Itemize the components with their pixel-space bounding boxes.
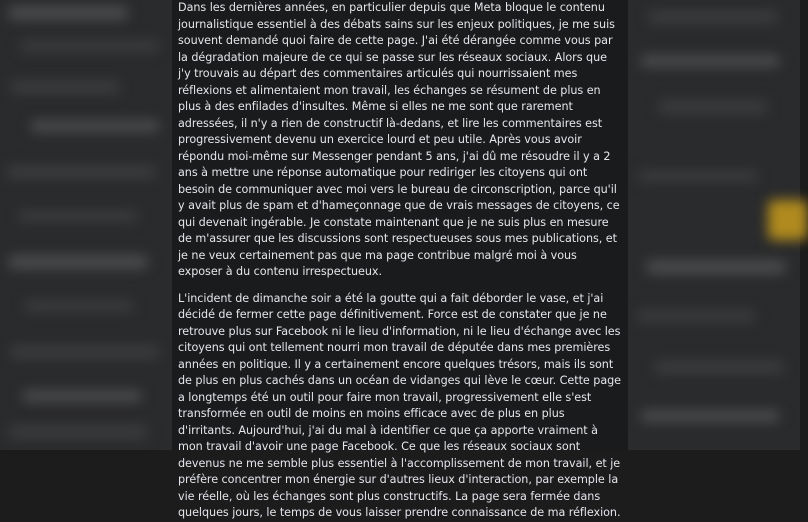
post-paragraph-2: L'incident de dimanche soir a été la goutte qui a fait déborder le vase, et j'ai décidé de fermer cette page définitivement. Force est de constater que je ne retrouve plus sur Facebook ni le lieu d'information, ni le lieu d'échange avec les citoyens qui ont tellement nourri mon travail de députée dans mes premières années en politique. Il y a certainement encore quelques trésors, mais ils sont de plus en plus cachés dans un océan de vidanges qui lève le cœur. Cette page a longtemps été un outil pour faire mon travail, progressivement elle s'est transformée en outil de moins en moins efficace avec de plus en plus d'irritants. Aujourd'hui, j'ai du mal à identifier ce que ça apporte vraiment à mon travail d'avoir une page Facebook. Ce que les réseaux sociaux sont devenus ne me semble plus essentiel à l'accomplissement de mon travail, et je préfère concentrer mon énergie sur d'autres lieux d'interaction, par exemple la vie réelle, où les échanges sont plus constructifs. La page sera fermée dans quelques jours, le temps de vous laisser prendre connaissance de ma réflexion.	[178, 291, 622, 519]
blurred-feed-left	[0, 0, 172, 450]
post-card	[172, 0, 628, 519]
post-paragraph-1: Dans les dernières années, en particulier depuis que Meta bloque le contenu journalistique essentiel à des débats sains sur les enjeux politiques, je me suis souvent demandé quoi faire de cette page. J'ai été dérangée comme vous par la dégradation majeure de ce qui se passe sur les réseaux sociaux. Alors que j'y trouvais au départ des commentaires articulés qui nourrissaient mes réflexions et alimentaient mon travail, les échanges se résument de plus en plus à des enfilades d'insultes. Même si elles ne me sont que rarement adressées, il n'y a rien de constructif là-dedans, et lire les commentaires est progressivement devenu un exercice lourd et peu utile. Après vous avoir répondu moi-même sur Messenger pendant 5 ans, j'ai dû me résoudre il y a 2 ans à mettre une réponse automatique pour rediriger les citoyens qui ont besoin de communiquer avec moi vers le bureau de circonscription, parce qu'il y avait plus de spam et d'hameçonnage que de vrais messages de citoyens, ce qui devenait ingérable. Je constate maintenant que je ne suis plus en mesure de m'assurer que les discussions sont respectueuses sous mes publications, et je ne veux certainement pas que ma page contribue malgré moi à vous exposer à du contenu irrespectueux.	[178, 1, 620, 278]
blurred-feed-right	[628, 0, 800, 450]
post-text	[178, 0, 622, 522]
